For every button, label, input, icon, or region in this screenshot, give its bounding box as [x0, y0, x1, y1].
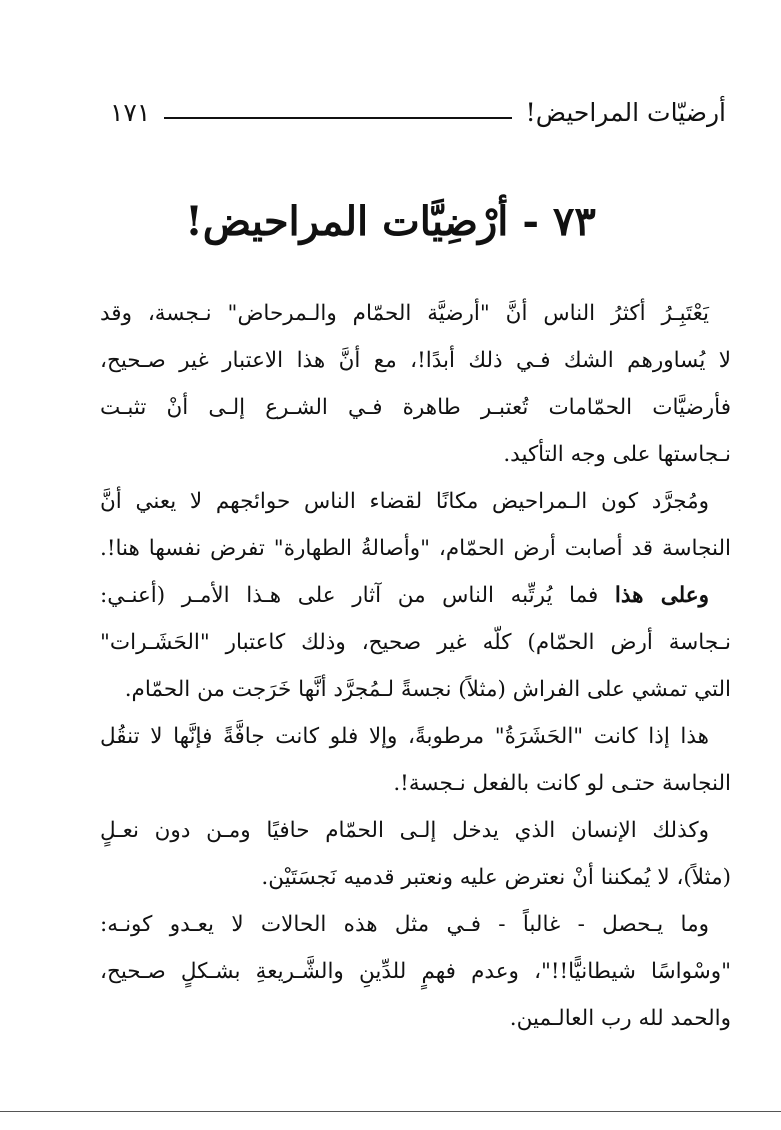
bold-lead: وعلى هذا	[614, 583, 709, 608]
paragraph	[100, 901, 731, 1042]
text-line: ومُجرَّد كون الـمراحيض مكانًا لقضاء الناس حوائجهم لا يعني أنَّ	[100, 489, 709, 514]
text-line: التي تمشي على الفراش (مثلاً) نجسةً لـمُجرَّد أنَّها خَرَجت من الحمّام.	[124, 677, 731, 702]
text-line: (مثلاً)، لا يُمكننا أنْ نعترض عليه ونعتبر قدميه نَجسَتَيْن.	[261, 865, 731, 890]
paragraph	[100, 807, 731, 901]
running-header	[110, 92, 726, 132]
paragraph	[100, 572, 731, 713]
text-line: "وسْواسًا شيطانيًّا!!"، وعدم فهمٍ للدِّينِ والشَّـريعةِ بشـكلٍ صـحيح،	[100, 959, 731, 984]
scan-edge-line	[0, 1111, 781, 1112]
paragraph	[100, 478, 731, 572]
text-line: والحمد لله رب العالـمين.	[509, 1006, 731, 1031]
text-line: يَعْتَبِـرُ أكثرُ الناس أنَّ "أرضيَّة الحمّام والـمرحاض" نـجسة، وقد	[100, 301, 709, 326]
text-line: لا يُساورهم الشك فـي ذلك أبدًا!، مع أنَّ هذا الاعتبار غير صـحيح،	[100, 348, 731, 373]
paragraph	[100, 290, 731, 478]
chapter-title: ٧٣ - أرْضِيَّات المراحيض!	[185, 198, 596, 245]
header-rule	[164, 117, 511, 119]
text-line: النجاسة حتـى لو كانت بالفعل نـجسة!.	[393, 771, 731, 796]
text-span: فما يُرتِّبه الناس من آثار على هـذا الأمـر (أعنـي:	[100, 583, 615, 608]
running-title: أرضيّات المراحيض!	[525, 97, 726, 127]
text-line: وما يـحصل - غالباً - فـي مثل هذه الحالات لا يعـدو كونـه:	[100, 912, 709, 937]
text-line	[100, 572, 731, 619]
paragraph	[100, 713, 731, 807]
text-line: نـجاسة أرض الحمّام) كلّه غير صحيح، وذلك كاعتبار "الحَشَـرات"	[100, 630, 731, 655]
body-text	[100, 290, 731, 1042]
text-line: النجاسة قد أصابت أرض الحمّام، "وأصالةُ الطهارة" تفرض نفسها هنا!.	[100, 536, 731, 561]
text-line: وكذلك الإنسان الذي يدخل إلـى الحمّام حافيًا ومـن دون نعـلٍ	[100, 818, 709, 843]
text-line: نـجاستها على وجه التأكيد.	[503, 442, 731, 467]
text-line: هذا إذا كانت "الحَشَرَةُ" مرطوبةً، وإلا فلو كانت جافَّةً فإنَّها لا تنقُل	[100, 724, 709, 749]
page-number: ١٧١	[110, 97, 151, 127]
text-line: فأرضيَّات الحمّامات تُعتبـر طاهرة فـي الشـرع إلـى أنْ تثبـت	[100, 395, 731, 420]
